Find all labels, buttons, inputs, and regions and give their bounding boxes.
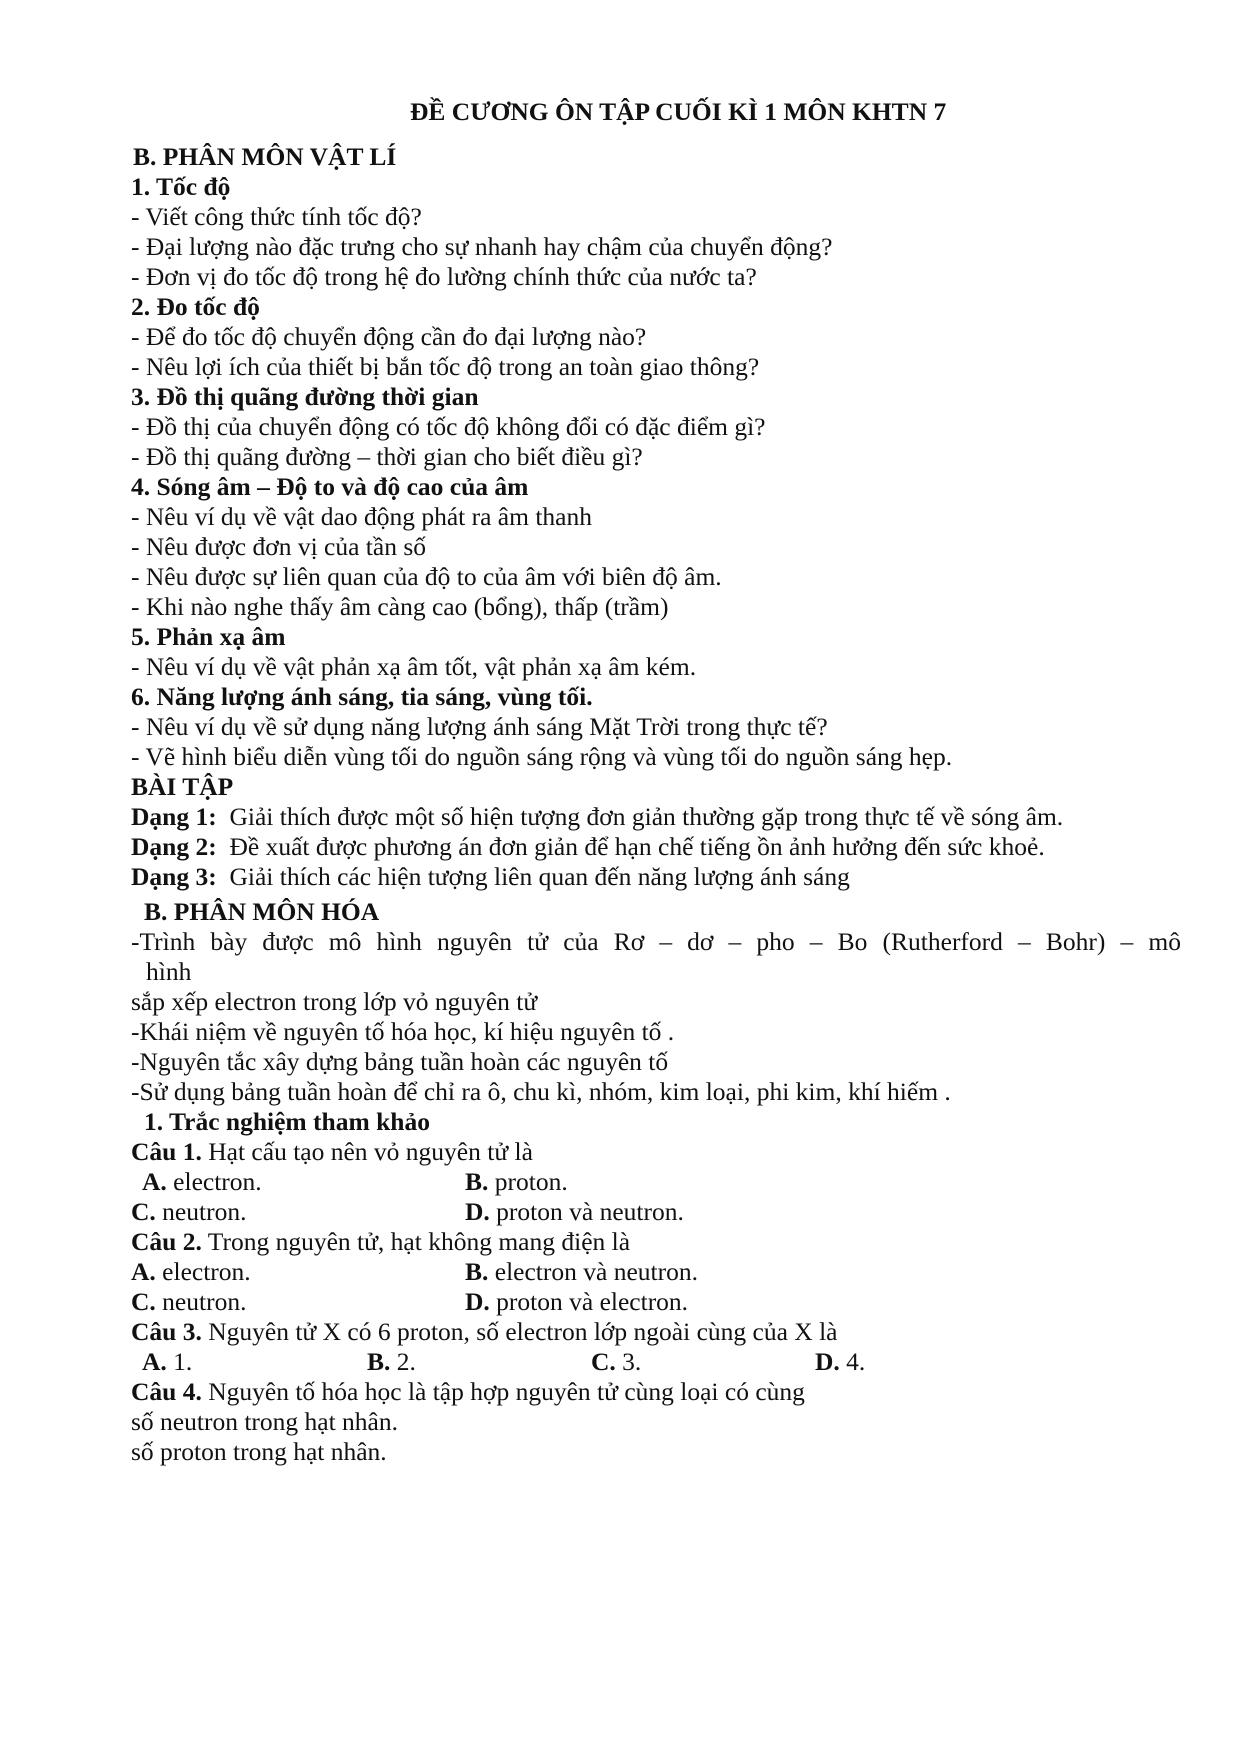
question (131, 1227, 630, 1257)
option-text: 1. (173, 1347, 193, 1376)
list-item: - Viết công thức tính tốc độ? (131, 202, 422, 231)
answer-option (465, 1287, 688, 1317)
answer-option (465, 1257, 698, 1287)
list-item: - Nêu ví dụ về sử dụng năng lượng ánh sáng Mặt Trời trong thực tế? (131, 712, 828, 741)
section-heading: 5. Phản xạ âm (131, 622, 286, 651)
list-item: - Nêu ví dụ về vật dao động phát ra âm thanh (131, 502, 592, 531)
list-item: - Nêu được sự liên quan của độ to của âm với biên độ âm. (131, 562, 722, 591)
option-label: A. (142, 1167, 167, 1196)
option-label: A. (142, 1347, 167, 1376)
answer-option (131, 1197, 246, 1227)
option-text: neutron. (162, 1287, 247, 1316)
option-text: electron. (173, 1167, 262, 1196)
question-text: Nguyên tố hóa học là tập hợp nguyên tử cùng loại có cùng (208, 1377, 805, 1406)
exercise-text: Đề xuất được phương án đơn giản để hạn chế tiếng ồn ảnh hưởng đến sức khoẻ. (229, 832, 1045, 861)
list-item: - Đơn vị đo tốc độ trong hệ đo lường chính thức của nước ta? (131, 262, 757, 291)
question-text: Hạt cấu tạo nên vỏ nguyên tử là (208, 1137, 533, 1166)
answer-option (131, 1257, 251, 1287)
question-label: Câu 3. (131, 1317, 202, 1346)
answer-option (142, 1167, 262, 1197)
answer-option (465, 1197, 684, 1227)
list-item-continuation: hình (146, 957, 192, 986)
chemistry-heading: B. PHÂN MÔN HÓA (144, 897, 380, 926)
list-item: -Sử dụng bảng tuần hoàn để chỉ ra ô, chu kì, nhóm, kim loại, phi kim, khí hiếm . (131, 1077, 951, 1106)
option-text: 3. (622, 1347, 642, 1376)
section-heading: 1. Tốc độ (131, 172, 231, 201)
question (131, 1377, 805, 1407)
exercise-item (131, 802, 1063, 832)
option-text: electron. (162, 1257, 251, 1286)
question (131, 1317, 837, 1347)
list-item: - Nêu lợi ích của thiết bị bắn tốc độ trong an toàn giao thông? (131, 352, 760, 381)
option-label: C. (131, 1197, 156, 1226)
list-item: -Nguyên tắc xây dựng bảng tuần hoàn các nguyên tố (131, 1047, 669, 1076)
answer-option (815, 1347, 865, 1377)
option-label: A. (131, 1257, 156, 1286)
question-text: Trong nguyên tử, hạt không mang điện là (207, 1227, 631, 1256)
option-text: proton. (494, 1167, 568, 1196)
answer-option (142, 1347, 192, 1377)
answer-option (465, 1167, 568, 1197)
section-heading: 4. Sóng âm – Độ to và độ cao của âm (131, 472, 529, 501)
question-label: Câu 2. (131, 1227, 202, 1256)
physics-heading: B. PHÂN MÔN VẬT LÍ (133, 142, 397, 171)
question-label: Câu 1. (131, 1137, 202, 1166)
exercise-item (131, 862, 850, 892)
list-item: - Đại lượng nào đặc trưng cho sự nhanh hay chậm của chuyển động? (131, 232, 833, 261)
option-text: neutron. (162, 1197, 247, 1226)
list-item: - Vẽ hình biểu diễn vùng tối do nguồn sáng rộng và vùng tối do nguồn sáng hẹp. (131, 742, 953, 771)
list-item: - Để đo tốc độ chuyển động cần đo đại lượng nào? (131, 322, 647, 351)
list-item: - Đồ thị quãng đường – thời gian cho biết điều gì? (131, 442, 643, 471)
exercise-text: Giải thích được một số hiện tượng đơn giản thường gặp trong thực tế về sóng âm. (229, 802, 1064, 831)
question-continuation: số proton trong hạt nhân. (131, 1437, 387, 1466)
option-text: 2. (396, 1347, 416, 1376)
exercise-label: Dạng 1: (131, 802, 217, 831)
answer-option (367, 1347, 416, 1377)
option-text: proton và neutron. (496, 1197, 684, 1226)
list-item: -Trình bày được mô hình nguyên tử của Rơ – dơ – pho – Bo (Rutherford – Bohr) – mô (131, 927, 1181, 956)
exercise-label: Dạng 2: (131, 832, 217, 861)
exercises-heading: BÀI TẬP (131, 772, 234, 801)
option-text: electron và neutron. (494, 1257, 698, 1286)
option-label: D. (465, 1287, 490, 1316)
option-label: C. (131, 1287, 156, 1316)
list-item: sắp xếp electron trong lớp vỏ nguyên tử (131, 987, 538, 1016)
question-label: Câu 4. (131, 1377, 202, 1406)
option-label: D. (465, 1197, 490, 1226)
document-title: ĐỀ CƯƠNG ÔN TẬP CUỐI KÌ 1 MÔN KHTN 7 (410, 97, 947, 126)
question (131, 1137, 533, 1167)
answer-option (131, 1287, 246, 1317)
section-heading: 6. Năng lượng ánh sáng, tia sáng, vùng tối. (131, 682, 593, 711)
option-label: C. (591, 1347, 616, 1376)
exercise-item (131, 832, 1045, 862)
exercise-label: Dạng 3: (131, 862, 217, 891)
exercise-text: Giải thích các hiện tượng liên quan đến năng lượng ánh sáng (229, 862, 850, 891)
option-label: B. (465, 1167, 489, 1196)
section-heading: 2. Đo tốc độ (131, 292, 260, 321)
list-item: -Khái niệm về nguyên tố hóa học, kí hiệu nguyên tố . (131, 1017, 675, 1046)
option-label: B. (465, 1257, 489, 1286)
quiz-heading: 1. Trắc nghiệm tham khảo (144, 1107, 430, 1136)
option-text: proton và electron. (496, 1287, 689, 1316)
list-item: - Nêu được đơn vị của tần số (131, 532, 427, 561)
list-item: - Đồ thị của chuyển động có tốc độ không đổi có đặc điểm gì? (131, 412, 766, 441)
answer-option (591, 1347, 641, 1377)
option-label: B. (367, 1347, 391, 1376)
question-continuation: số neutron trong hạt nhân. (131, 1407, 398, 1436)
section-heading: 3. Đồ thị quãng đường thời gian (131, 382, 479, 411)
list-item: - Khi nào nghe thấy âm càng cao (bổng), thấp (trầm) (131, 592, 669, 621)
list-item: - Nêu ví dụ về vật phản xạ âm tốt, vật phản xạ âm kém. (131, 652, 697, 681)
option-text: 4. (846, 1347, 866, 1376)
option-label: D. (815, 1347, 840, 1376)
question-text: Nguyên tử X có 6 proton, số electron lớp ngoài cùng của X là (208, 1317, 838, 1346)
